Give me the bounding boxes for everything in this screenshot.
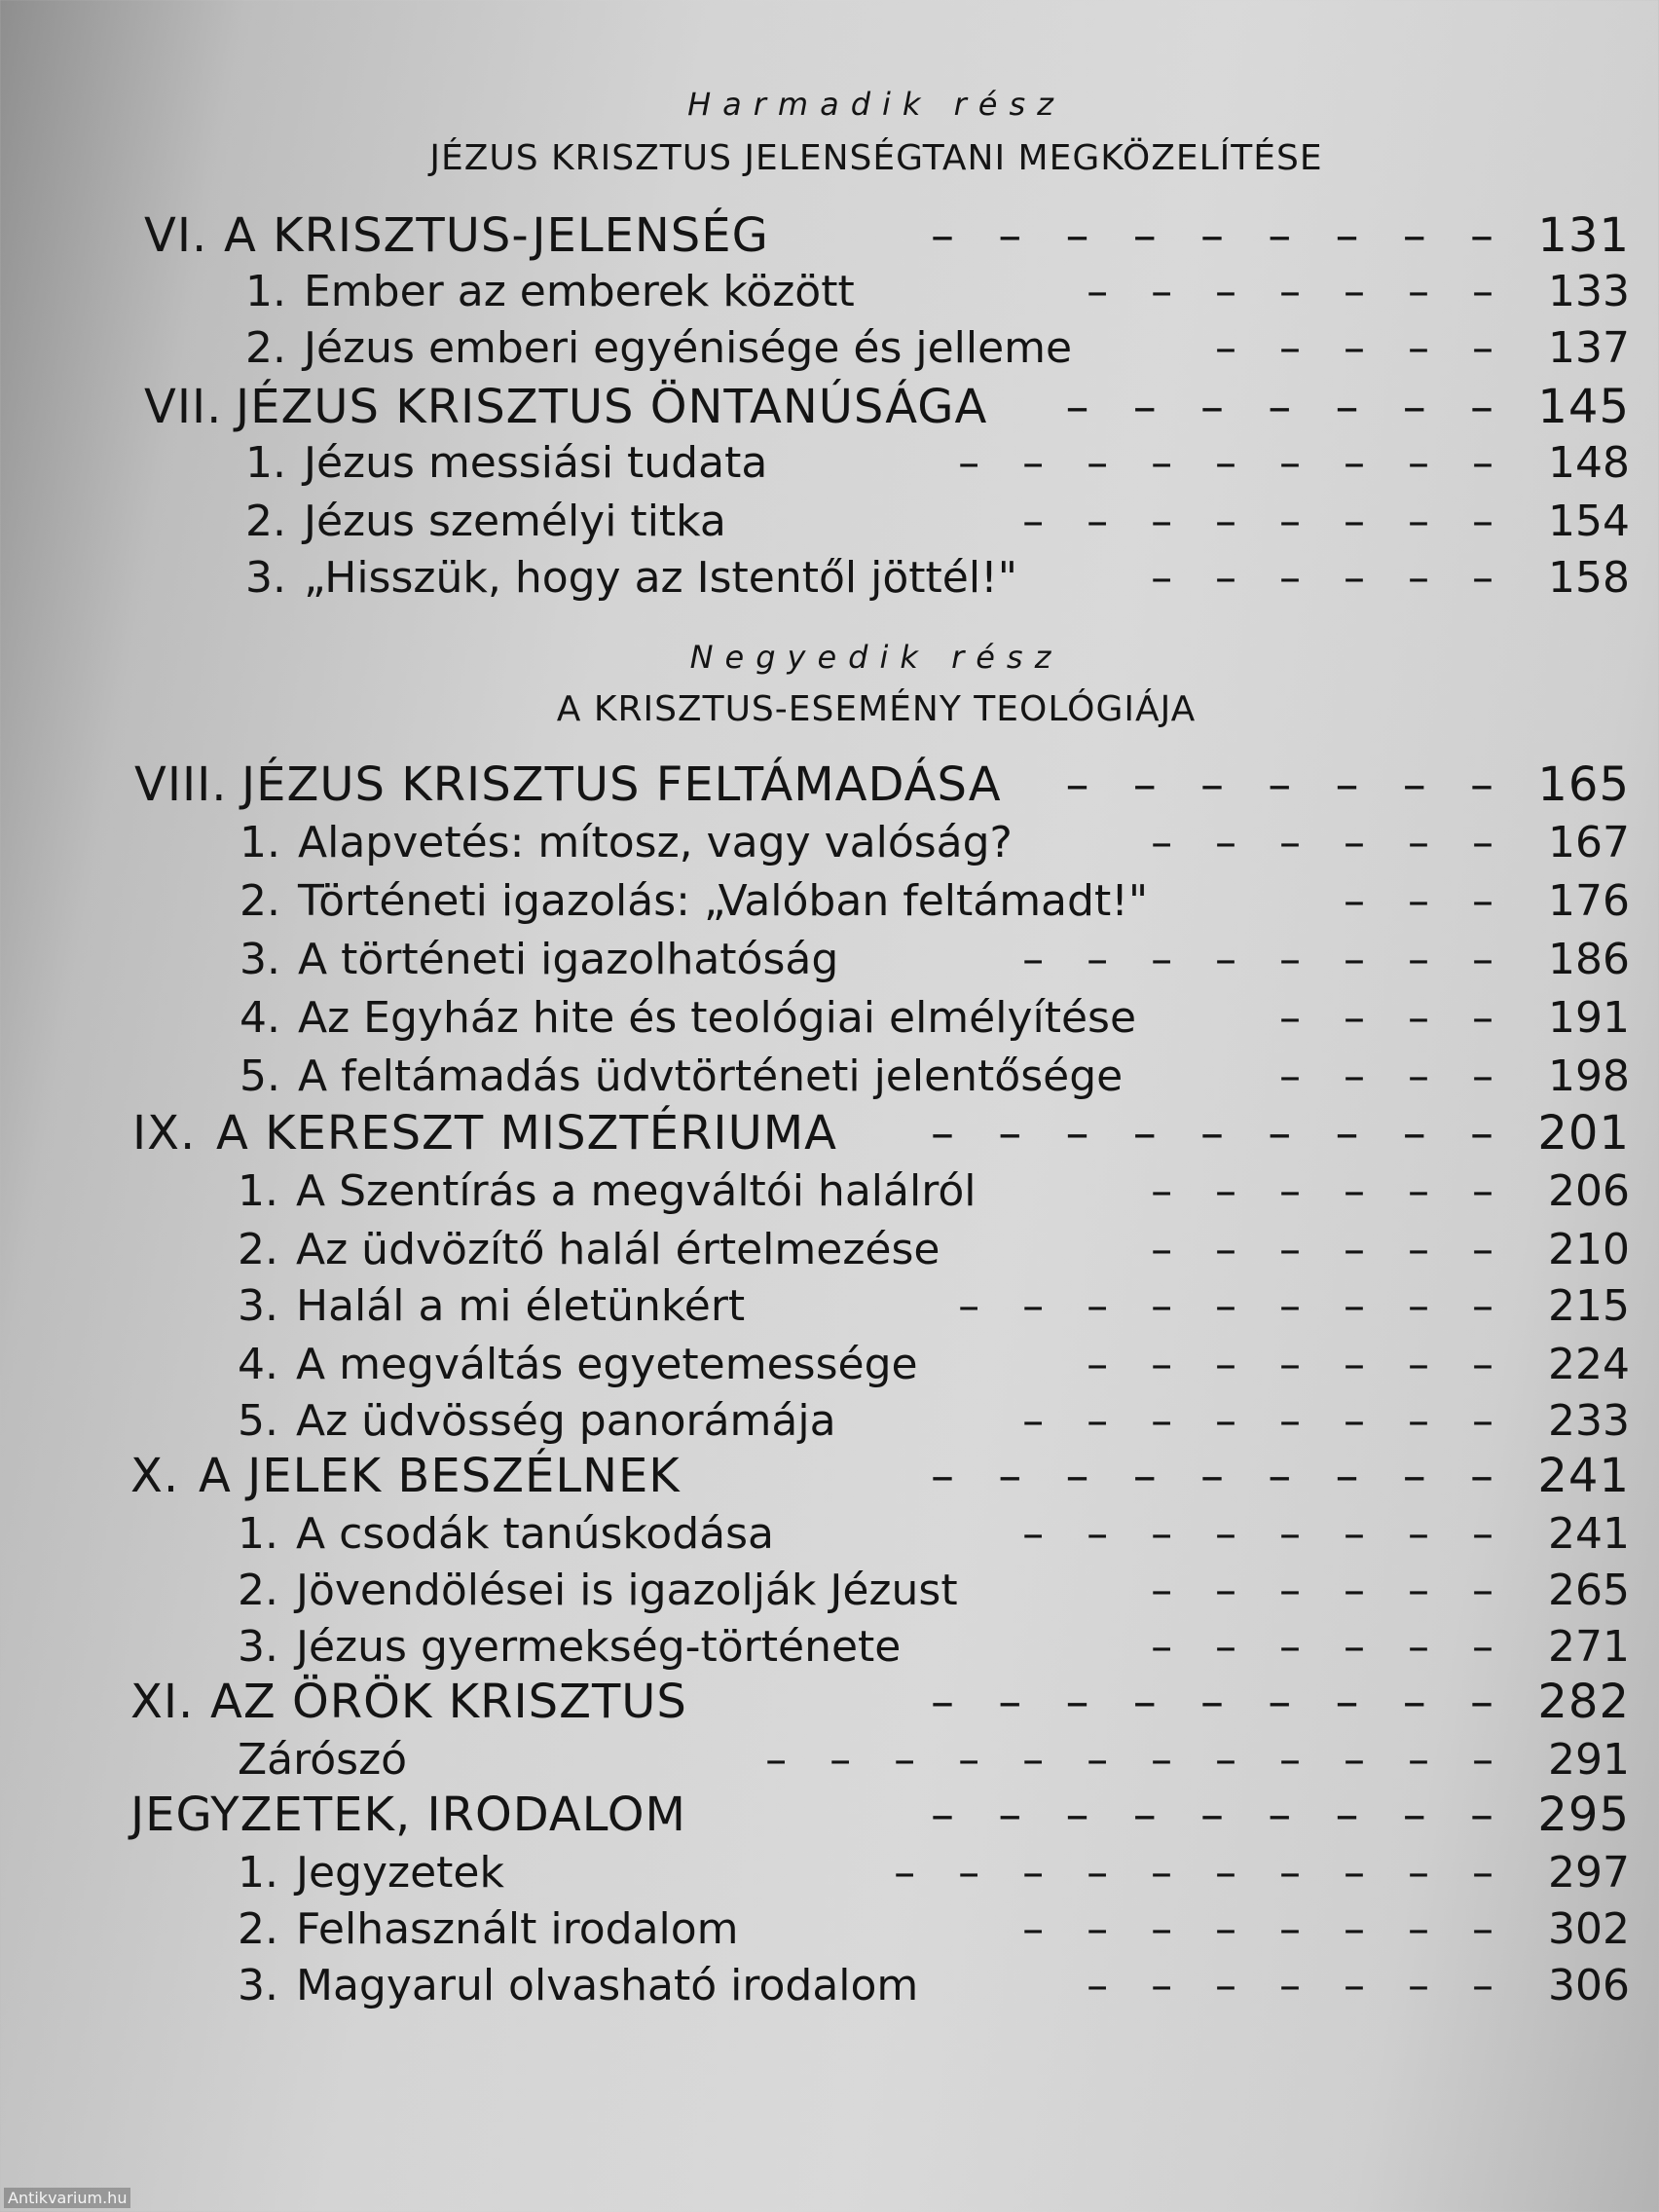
entry-number: 3. [238, 1961, 278, 2010]
toc-entry[interactable] [0, 1050, 1636, 1104]
entry-number: 1. [245, 438, 286, 488]
toc-entry[interactable] [0, 551, 1636, 606]
entry-leader: – – – – – – – – – [930, 1675, 1494, 1729]
entry-page: 302 [1548, 1904, 1630, 1954]
entry-leader: – – – – – – – – – [930, 208, 1494, 263]
entry-title: Jövendölései is igazolják Jézust [296, 1566, 958, 1615]
entry-title: A történeti igazolhatóság [298, 935, 839, 984]
toc-entry[interactable] [0, 933, 1636, 987]
entry-leader: – – – – – – – – – [930, 1788, 1494, 1842]
entry-leader: – – – – [1279, 1051, 1494, 1101]
toc-entry[interactable] [0, 1564, 1636, 1618]
entry-page: 137 [1548, 323, 1630, 373]
entry-page: 241 [1548, 1509, 1630, 1559]
entry-page: 198 [1548, 1051, 1630, 1101]
entry-page: 206 [1548, 1166, 1630, 1216]
entry-title: Jegyzetek [296, 1848, 504, 1898]
entry-number: 1. [245, 267, 286, 316]
entry-page: 291 [1548, 1735, 1630, 1785]
entry-title: Halál a mi életünkért [296, 1281, 746, 1331]
entry-page: 306 [1548, 1961, 1630, 2010]
toc-entry[interactable] [0, 265, 1636, 319]
entry-number: VII. [144, 380, 223, 434]
toc-entry-chapter[interactable] [0, 208, 1636, 263]
entry-leader: – – – – – – – [1087, 1340, 1494, 1389]
entry-title: A Szentírás a megváltói halálról [296, 1166, 977, 1216]
entry-leader: – – – – – – [1151, 1225, 1494, 1274]
entry-leader: – – – – – – [1151, 1622, 1494, 1672]
entry-leader: – – – – – – – – – [930, 1106, 1494, 1161]
entry-leader: – – – – – – – – – [958, 438, 1494, 488]
entry-page: 186 [1548, 935, 1630, 984]
entry-number: 2. [240, 876, 280, 926]
entry-number: 2. [238, 1904, 278, 1954]
entry-title: Magyarul olvasható irodalom [296, 1961, 919, 2010]
entry-title: AZ ÖRÖK KRISZTUS [210, 1675, 687, 1729]
entry-title: Ember az emberek között [304, 267, 855, 316]
toc-entry[interactable] [0, 1394, 1636, 1449]
entry-leader: – – – – – [1215, 323, 1494, 373]
entry-leader: – – – – – – – – [1022, 1904, 1494, 1954]
entry-page: 145 [1537, 380, 1630, 434]
entry-leader: – – – – – – [1151, 553, 1494, 603]
toc-entry-chapter[interactable] [0, 757, 1636, 812]
toc-entry[interactable] [0, 436, 1636, 491]
toc-entry[interactable] [0, 874, 1636, 929]
entry-title: JÉZUS KRISZTUS ÖNTANÚSÁGA [236, 380, 988, 434]
entry-title: Történeti igazolás: „Valóban feltámadt!" [298, 876, 1149, 926]
entry-page: 158 [1548, 553, 1630, 603]
entry-leader: – – – – – – [1151, 1166, 1494, 1216]
toc-entry[interactable] [0, 1164, 1636, 1219]
toc-entry[interactable] [0, 816, 1636, 870]
entry-page: 233 [1548, 1396, 1630, 1446]
entry-title: A feltámadás üdvtörténeti jelentősége [298, 1051, 1124, 1101]
entry-title: Alapvetés: mítosz, vagy valóság? [298, 818, 1013, 867]
entry-leader: – – – – – – – [1087, 1961, 1494, 2010]
entry-page: 154 [1548, 497, 1630, 546]
entry-number: 5. [240, 1051, 280, 1101]
toc-entry[interactable] [0, 1733, 1636, 1788]
entry-page: 282 [1537, 1675, 1630, 1729]
entry-number: 3. [238, 1622, 278, 1672]
entry-number: VIII. [134, 757, 228, 812]
entry-page: 176 [1548, 876, 1630, 926]
entry-leader: – – – – [1279, 993, 1494, 1043]
entry-title: A KRISZTUS-JELENSÉG [224, 208, 769, 263]
entry-title: JÉZUS KRISZTUS FELTÁMADÁSA [241, 757, 1002, 812]
entry-leader: – – – – – – – – – – – – [765, 1735, 1494, 1785]
entry-leader: – – – – – – – – [1022, 497, 1494, 546]
toc-entry[interactable] [0, 1959, 1636, 2013]
entry-page: 224 [1548, 1340, 1630, 1389]
entry-leader: – – – [1344, 876, 1494, 926]
entry-page: 210 [1548, 1225, 1630, 1274]
entry-title: Felhasznált irodalom [296, 1904, 739, 1954]
entry-title: Az Egyház hite és teológiai elmélyítése [298, 993, 1137, 1043]
entry-title: JEGYZETEK, IRODALOM [130, 1788, 686, 1842]
entry-number: 2. [245, 497, 286, 546]
entry-number: X. [130, 1449, 180, 1503]
entry-title: A JELEK BESZÉLNEK [199, 1449, 681, 1503]
entry-page: 271 [1548, 1622, 1630, 1672]
entry-leader: – – – – – – – – – [930, 1449, 1494, 1503]
entry-page: 148 [1548, 438, 1630, 488]
watermark: Antikvarium.hu [4, 2188, 130, 2208]
entry-number: 1. [238, 1848, 278, 1898]
entry-number: 3. [238, 1281, 278, 1331]
part-title: JÉZUS KRISZTUS JELENSÉGTANI MEGKÖZELÍTÉSE [429, 138, 1323, 178]
toc-entry-chapter[interactable] [0, 380, 1636, 434]
entry-title: Jézus messiási tudata [304, 438, 768, 488]
entry-number: 2. [238, 1225, 278, 1274]
toc-entry[interactable] [0, 1279, 1636, 1334]
entry-number: 3. [240, 935, 280, 984]
entry-leader: – – – – – – – [1065, 380, 1494, 434]
toc-entry-chapter[interactable] [0, 1675, 1636, 1729]
toc-entry[interactable] [0, 1620, 1636, 1675]
entry-number: 5. [238, 1396, 278, 1446]
toc-entry-chapter[interactable] [0, 1106, 1636, 1161]
entry-leader: – – – – – – – [1087, 267, 1494, 316]
entry-title: Az üdvösség panorámája [296, 1396, 836, 1446]
toc-entry[interactable] [0, 1223, 1636, 1277]
entry-page: 165 [1537, 757, 1630, 812]
entry-number: VI. [144, 208, 208, 263]
entry-title: Jézus emberi egyénisége és jelleme [304, 323, 1073, 373]
entry-title: Jézus gyermekség-története [296, 1622, 902, 1672]
part-label: Harmadik rész [687, 86, 1065, 123]
entry-page: 215 [1548, 1281, 1630, 1331]
entry-leader: – – – – – – – – – – [894, 1848, 1494, 1898]
entry-page: 167 [1548, 818, 1630, 867]
entry-page: 191 [1548, 993, 1630, 1043]
part-title: A KRISZTUS-ESEMÉNY TEOLÓGIÁJA [556, 689, 1197, 729]
entry-leader: – – – – – – [1151, 818, 1494, 867]
entry-number: 3. [245, 553, 286, 603]
entry-leader: – – – – – – – [1065, 757, 1494, 812]
entry-title: A KERESZT MISZTÉRIUMA [216, 1106, 837, 1161]
entry-number: 2. [245, 323, 286, 373]
toc-entry[interactable] [0, 1338, 1636, 1392]
part-label: Negyedik rész [689, 639, 1063, 676]
entry-page: 131 [1537, 208, 1630, 263]
entry-title: „Hisszük, hogy az Istentől jöttél!" [304, 553, 1017, 603]
entry-title: Jézus személyi titka [304, 497, 726, 546]
entry-leader: – – – – – – [1151, 1566, 1494, 1615]
toc-entry-chapter[interactable] [0, 1788, 1636, 1842]
entry-title: Az üdvözítő halál értelmezése [296, 1225, 940, 1274]
entry-number: IX. [132, 1106, 197, 1161]
toc-entry[interactable] [0, 1902, 1636, 1957]
toc-entry[interactable] [0, 495, 1636, 549]
entry-leader: – – – – – – – – [1022, 935, 1494, 984]
entry-title: Zárószó [238, 1735, 408, 1785]
entry-leader: – – – – – – – – – [958, 1281, 1494, 1331]
entry-page: 295 [1537, 1788, 1630, 1842]
entry-number: 4. [240, 993, 280, 1043]
entry-leader: – – – – – – – – [1022, 1396, 1494, 1446]
entry-number: 1. [238, 1509, 278, 1559]
entry-page: 241 [1537, 1449, 1630, 1503]
entry-page: 265 [1548, 1566, 1630, 1615]
toc-entry[interactable] [0, 1846, 1636, 1900]
toc-entry[interactable] [0, 321, 1636, 376]
entry-number: 4. [238, 1340, 278, 1389]
entry-number: 1. [240, 818, 280, 867]
entry-page: 201 [1537, 1106, 1630, 1161]
entry-page: 133 [1548, 267, 1630, 316]
entry-page: 297 [1548, 1848, 1630, 1898]
entry-number: XI. [130, 1675, 195, 1729]
toc-entry[interactable] [0, 1507, 1636, 1562]
entry-title: A csodák tanúskodása [296, 1509, 775, 1559]
entry-number: 2. [238, 1566, 278, 1615]
toc-entry-chapter[interactable] [0, 1449, 1636, 1503]
entry-number: 1. [238, 1166, 278, 1216]
entry-title: A megváltás egyetemessége [296, 1340, 918, 1389]
toc-entry[interactable] [0, 991, 1636, 1046]
entry-leader: – – – – – – – – [1022, 1509, 1494, 1559]
